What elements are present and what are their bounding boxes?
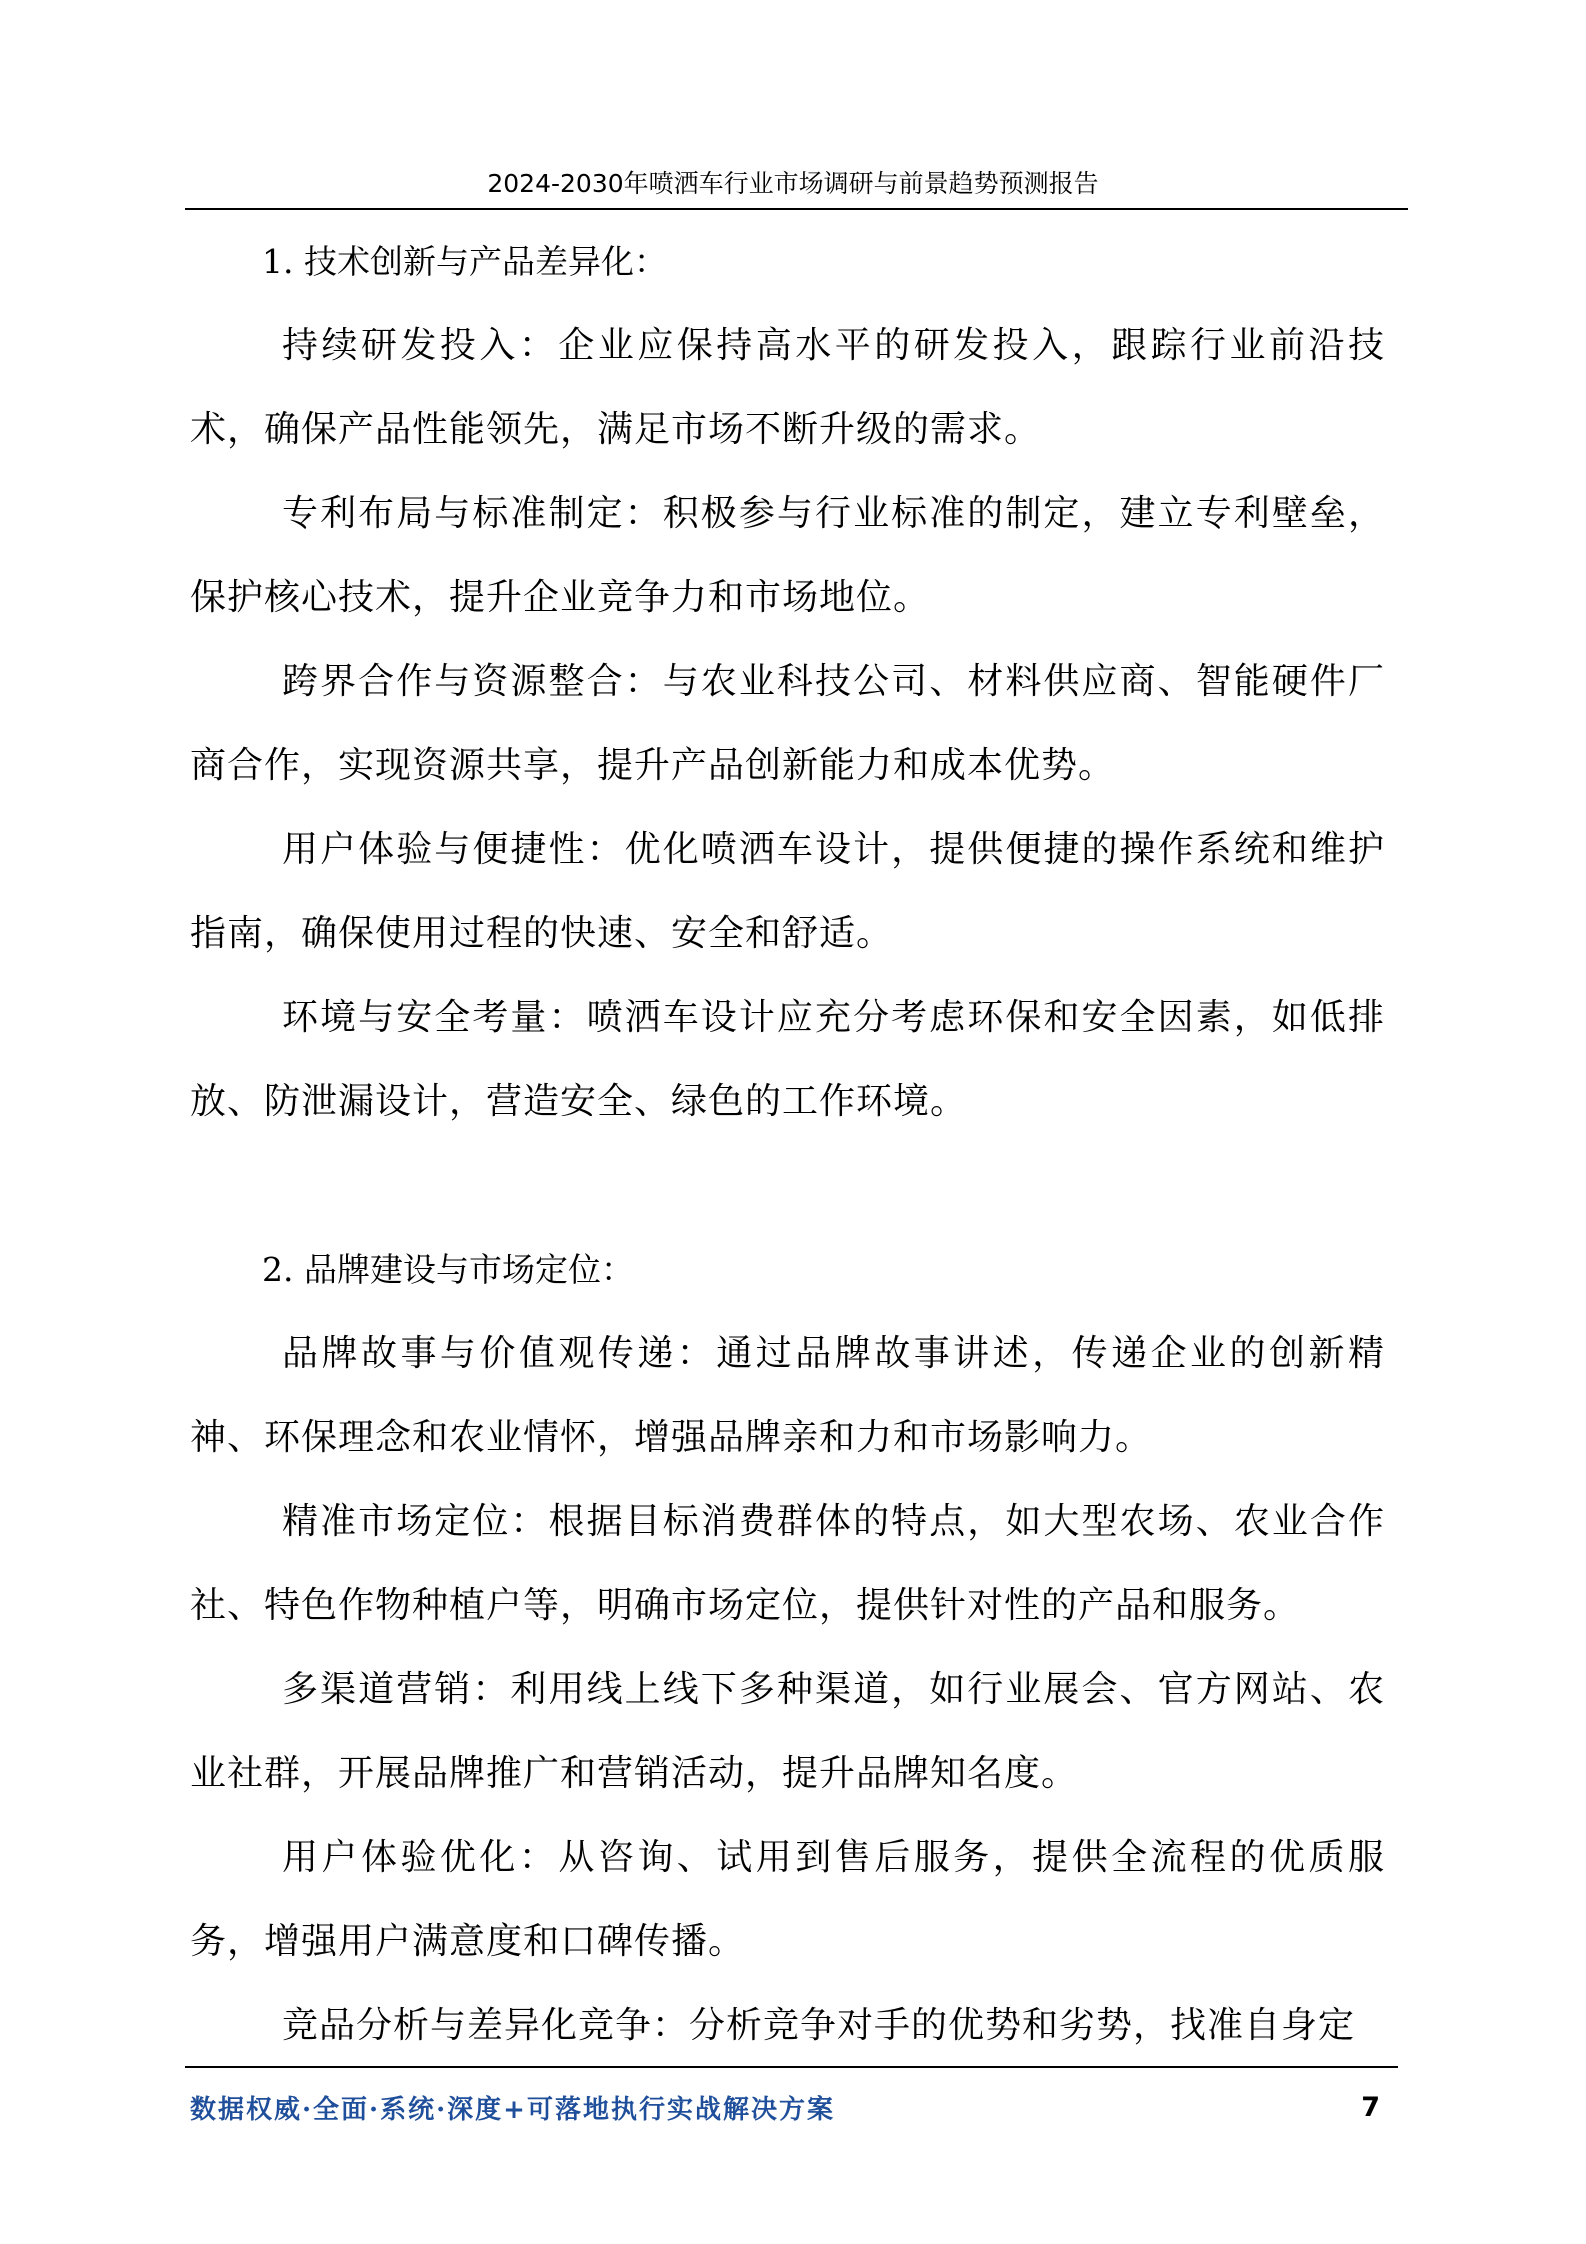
paragraph-cross-industry: 跨界合作与资源整合：与农业科技公司、材料供应商、智能硬件厂商合作，实现资源共享，提升产品创新能力和成本优势。 xyxy=(190,661,1385,786)
paragraph-brand-story: 品牌故事与价值观传递：通过品牌故事讲述，传递企业的创新精神、环保理念和农业情怀，增强品牌亲和力和市场影响力。 xyxy=(190,1333,1385,1458)
paragraph-user-experience: 用户体验与便捷性：优化喷洒车设计，提供便捷的操作系统和维护指南，确保使用过程的快速、安全和舒适。 xyxy=(190,829,1385,954)
footer-divider xyxy=(185,2066,1398,2068)
section-heading: 1. 技术创新与产品差异化： xyxy=(262,242,667,281)
section-2 xyxy=(190,1228,1385,2068)
paragraph-ux-optimization: 用户体验优化：从咨询、试用到售后服务，提供全流程的优质服务，增强用户满意度和口碑传播。 xyxy=(190,1837,1385,1962)
page-body xyxy=(190,220,1385,2068)
section-heading: 2. 品牌建设与市场定位： xyxy=(262,1250,634,1289)
page-number: 7 xyxy=(1361,2092,1380,2123)
paragraph-patent-standards: 专利布局与标准制定：积极参与行业标准的制定，建立专利壁垒，保护核心技术，提升企业竞争力和市场地位。 xyxy=(190,493,1385,618)
header-divider xyxy=(185,208,1408,210)
paragraph-market-positioning: 精准市场定位：根据目标消费群体的特点，如大型农场、农业合作社、特色作物种植户等，明确市场定位，提供针对性的产品和服务。 xyxy=(190,1501,1385,1626)
paragraph-multichannel-marketing: 多渠道营销：利用线上线下多种渠道，如行业展会、官方网站、农业社群，开展品牌推广和营销活动，提升品牌知名度。 xyxy=(190,1669,1385,1794)
footer-slogan: 数据权威·全面·系统·深度+可落地执行实战解决方案 xyxy=(190,2095,835,2125)
paragraph-rd-investment: 持续研发投入：企业应保持高水平的研发投入，跟踪行业前沿技术，确保产品性能领先，满足市场不断升级的需求。 xyxy=(190,325,1385,450)
paragraph-environment-safety: 环境与安全考量：喷洒车设计应充分考虑环保和安全因素，如低排放、防泄漏设计，营造安全、绿色的工作环境。 xyxy=(190,997,1385,1122)
section-1 xyxy=(190,220,1385,1144)
section-spacer xyxy=(190,1144,1385,1228)
report-title: 2024-2030年喷洒车行业市场调研与前景趋势预测报告 xyxy=(487,169,1099,198)
paragraph-competitor-analysis: 竞品分析与差异化竞争：分析竞争对手的优势和劣势，找准自身定 xyxy=(282,2005,1356,2046)
